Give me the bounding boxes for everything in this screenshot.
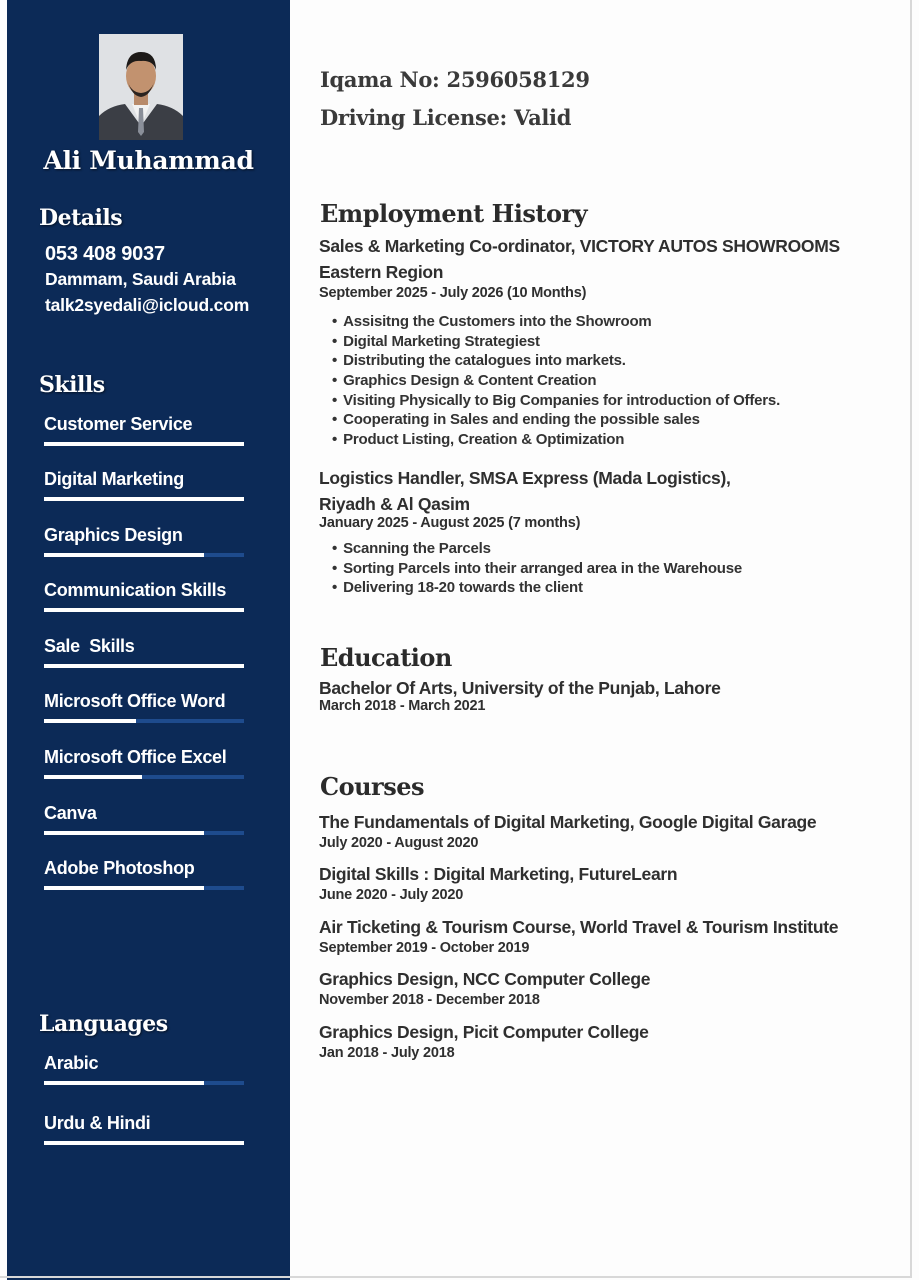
job-dates: January 2025 - August 2025 (7 months) <box>319 515 581 531</box>
driving-license: Driving License: Valid <box>320 105 572 130</box>
skill-label: Communication Skills <box>44 580 227 600</box>
courses-heading: Courses <box>320 772 424 801</box>
languages-heading: Languages <box>39 1011 168 1037</box>
course-title: Air Ticketing & Tourism Course, World Travel & Tourism Institute <box>319 917 839 937</box>
duty-item: • Graphics Design & Content Creation <box>332 371 780 391</box>
phone-number: 053 408 9037 <box>45 243 165 265</box>
candidate-name: Ali Muhammad <box>43 146 254 175</box>
course-dates: Jan 2018 - July 2018 <box>319 1045 455 1061</box>
duty-item: • Distributing the catalogues into markets. <box>332 351 780 371</box>
job-title: Logistics Handler, SMSA Express (Mada Logistics), <box>319 468 731 488</box>
skill-label: Microsoft Office Word <box>44 691 226 711</box>
skills-heading: Skills <box>39 372 105 398</box>
skill-label: Sale Skills <box>44 636 135 656</box>
duty-item: • Assisitng the Customers into the Showroom <box>332 312 780 332</box>
course-dates: September 2019 - October 2019 <box>319 940 530 956</box>
skill-label: Canva <box>44 803 97 823</box>
job-region: Eastern Region <box>319 262 444 282</box>
skill-label: Microsoft Office Excel <box>44 747 227 767</box>
duty-item: • Sorting Parcels into their arranged area in the Warehouse <box>332 559 742 579</box>
duty-item: • Digital Marketing Strategiest <box>332 332 780 352</box>
course-dates: June 2020 - July 2020 <box>319 887 464 903</box>
duty-item: • Cooperating in Sales and ending the possible sales <box>332 410 780 430</box>
skill-label: Graphics Design <box>44 525 183 545</box>
details-heading: Details <box>39 205 123 231</box>
iqama-number: Iqama No: 2596058129 <box>320 67 590 92</box>
duty-item: • Visiting Physically to Big Companies for introduction of Offers. <box>332 391 780 411</box>
employment-heading: Employment History <box>320 199 588 228</box>
course-title: Graphics Design, Picit Computer College <box>319 1022 649 1042</box>
course-title: Graphics Design, NCC Computer College <box>319 969 651 989</box>
education-heading: Education <box>320 643 452 672</box>
job-title: Sales & Marketing Co-ordinator, VICTORY AUTOS SHOWROOMS <box>319 236 840 256</box>
skill-label: Adobe Photoshop <box>44 858 195 878</box>
skill-label: Digital Marketing <box>44 469 184 489</box>
degree: Bachelor Of Arts, University of the Punjab, Lahore <box>319 678 721 698</box>
location: Dammam, Saudi Arabia <box>45 269 236 289</box>
language-label: Urdu & Hindi <box>44 1113 151 1133</box>
duty-item: • Delivering 18-20 towards the client <box>332 578 742 598</box>
skill-label: Customer Service <box>44 414 193 434</box>
job-region: Riyadh & Al Qasim <box>319 494 470 514</box>
email: talk2syedali@icloud.com <box>45 295 250 315</box>
job-dates: September 2025 - July 2026 (10 Months) <box>319 285 587 301</box>
course-title: Digital Skills : Digital Marketing, FutureLearn <box>319 864 678 884</box>
degree-dates: March 2018 - March 2021 <box>319 698 486 714</box>
language-label: Arabic <box>44 1053 99 1073</box>
course-dates: November 2018 - December 2018 <box>319 992 540 1008</box>
duty-item: • Scanning the Parcels <box>332 539 742 559</box>
duty-item: • Product Listing, Creation & Optimization <box>332 430 780 450</box>
course-title: The Fundamentals of Digital Marketing, Google Digital Garage <box>319 812 817 832</box>
course-dates: July 2020 - August 2020 <box>319 835 479 851</box>
